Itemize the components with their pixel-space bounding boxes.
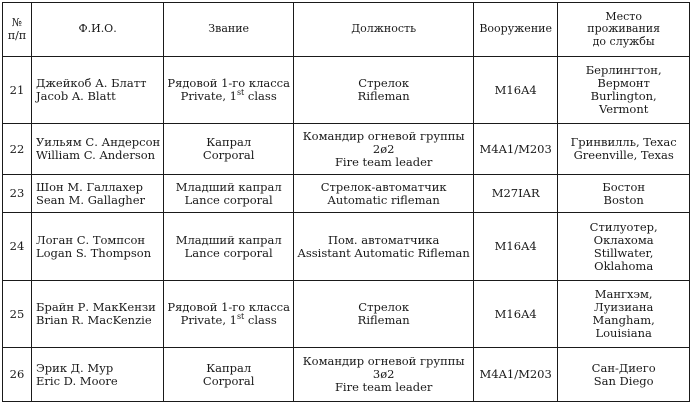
row-name — [32, 348, 164, 402]
rank-en: Corporal — [202, 148, 255, 162]
rank-en-tail: class — [244, 313, 277, 327]
table-row — [3, 57, 690, 124]
residence-line: Oklahoma — [594, 258, 654, 273]
table-row — [3, 348, 690, 402]
row-rank — [164, 213, 294, 281]
row-rank — [164, 124, 294, 175]
position-en: Rifleman — [357, 313, 410, 327]
position-ru: Пом. автоматчика — [328, 232, 440, 247]
row-residence — [558, 124, 690, 175]
residence-line: Greenville, Texas — [573, 148, 674, 162]
residence-line: Вермонт — [597, 76, 650, 90]
header-residence-line: до службы — [592, 34, 655, 48]
rank-en: Lance corporal — [184, 192, 273, 207]
row-residence — [558, 348, 690, 402]
name-en: William C. Anderson — [36, 148, 156, 162]
residence-line: Louisiana — [595, 326, 652, 340]
position-en: Automatic rifleman — [327, 192, 440, 207]
rank-en-sup: st — [236, 312, 245, 322]
position-en: Assistant Automatic Rifleman — [297, 245, 470, 260]
position-ru: Стрелок — [358, 300, 410, 314]
row-residence — [558, 175, 690, 213]
position-ru: Командир огневой группы — [302, 128, 465, 143]
position-ru: Стрелок — [358, 76, 410, 90]
rank-ru: Рядовой 1-го класса — [167, 76, 290, 90]
residence-line: San Diego — [593, 373, 654, 388]
row-residence — [558, 57, 690, 124]
row-position — [294, 348, 474, 402]
row-name — [32, 281, 164, 348]
residence-line: Stillwater, — [593, 245, 654, 260]
row-weapon: M4A1/M203 — [474, 348, 558, 402]
residence-line: Бостон — [602, 179, 646, 194]
header-row — [3, 3, 690, 57]
row-position — [294, 175, 474, 213]
name-ru: Логан С. Томпсон — [36, 232, 146, 247]
name-en: Sean M. Gallagher — [36, 192, 146, 207]
row-name — [32, 57, 164, 124]
row-position — [294, 57, 474, 124]
residence-line: Boston — [603, 192, 644, 207]
name-ru: Джейкоб А. Блатт — [36, 76, 147, 90]
row-weapon: M16A4 — [474, 281, 558, 348]
header-residence-line: проживания — [587, 22, 661, 36]
row-number: 22 — [3, 124, 32, 175]
row-number: 23 — [3, 175, 32, 213]
header-number — [3, 3, 32, 57]
rank-en-text: Private, 1 — [180, 313, 237, 327]
name-en: Brian R. MacKenzie — [36, 313, 152, 327]
header-number-line: п/п — [7, 28, 27, 42]
rank-en — [167, 90, 290, 103]
residence-line: Гринвилль, Texac — [570, 135, 677, 149]
residence-line: Луизиана — [594, 300, 654, 314]
name-ru: Уильям С. Андерсон — [36, 135, 161, 149]
squad-roster-table — [2, 2, 690, 402]
row-number: 26 — [3, 348, 32, 402]
row-name — [32, 124, 164, 175]
rank-en — [167, 314, 290, 327]
name-ru: Шон М. Галлахер — [36, 179, 144, 194]
rank-ru: Рядовой 1-го класса — [167, 300, 290, 314]
header-rank: Звание — [164, 3, 294, 57]
row-rank — [164, 57, 294, 124]
position-en: Fire team leader — [334, 380, 433, 394]
row-weapon: M27IAR — [474, 175, 558, 213]
header-name: Ф.И.О. — [32, 3, 164, 57]
rank-ru: Младший капрал — [175, 232, 282, 247]
name-ru: Брайн Р. МакКензи — [36, 300, 156, 314]
row-residence — [558, 281, 690, 348]
table-row — [3, 175, 690, 213]
rank-en-tail: class — [244, 89, 277, 103]
row-name — [32, 175, 164, 213]
position-ru: Командир огневой группы — [302, 354, 465, 368]
rank-ru: Капрал — [206, 135, 252, 149]
residence-line: Сан-Диего — [591, 360, 656, 375]
row-weapon: M16A4 — [474, 57, 558, 124]
row-position — [294, 124, 474, 175]
row-number: 24 — [3, 213, 32, 281]
header-weapon: Вооружение — [474, 3, 558, 57]
position-code: 3ø2 — [372, 367, 395, 381]
rank-en: Corporal — [202, 373, 255, 388]
header-number-line: № — [11, 16, 23, 29]
header-residence-line: Место — [605, 9, 642, 23]
row-number: 21 — [3, 57, 32, 124]
residence-line: Оклахома — [593, 232, 654, 247]
row-number: 25 — [3, 281, 32, 348]
rank-en-text: Private, 1 — [180, 89, 237, 103]
rank-ru: Младший капрал — [175, 179, 282, 194]
row-residence — [558, 213, 690, 281]
residence-line: Берлингтон, — [585, 63, 662, 77]
table-row — [3, 281, 690, 348]
row-rank — [164, 348, 294, 402]
name-en: Eric D. Moore — [36, 373, 118, 388]
rank-en-sup: st — [236, 88, 245, 98]
row-weapon: M16A4 — [474, 213, 558, 281]
row-rank — [164, 281, 294, 348]
header-position: Должность — [294, 3, 474, 57]
row-position — [294, 281, 474, 348]
position-en: Rifleman — [357, 89, 410, 103]
residence-line: Vermont — [598, 102, 649, 116]
table-row — [3, 213, 690, 281]
row-weapon: M4A1/M203 — [474, 124, 558, 175]
name-en: Logan S. Thompson — [36, 245, 152, 260]
position-ru: Стрелок-автоматчик — [320, 179, 447, 194]
residence-line: Burlington, — [590, 89, 657, 103]
row-position — [294, 213, 474, 281]
row-name — [32, 213, 164, 281]
row-rank — [164, 175, 294, 213]
header-residence — [558, 3, 690, 57]
rank-ru: Капрал — [206, 360, 252, 375]
position-en: Fire team leader — [334, 154, 433, 169]
name-ru: Эрик Д. Мур — [36, 360, 114, 375]
residence-line: Стилуотер, — [589, 219, 658, 234]
residence-line: Мангхэм, — [594, 287, 653, 301]
position-code: 2ø2 — [372, 141, 395, 156]
residence-line: Mangham, — [592, 313, 655, 327]
rank-en: Lance corporal — [184, 245, 273, 260]
table-row — [3, 124, 690, 175]
name-en: Jacob A. Blatt — [36, 89, 116, 103]
